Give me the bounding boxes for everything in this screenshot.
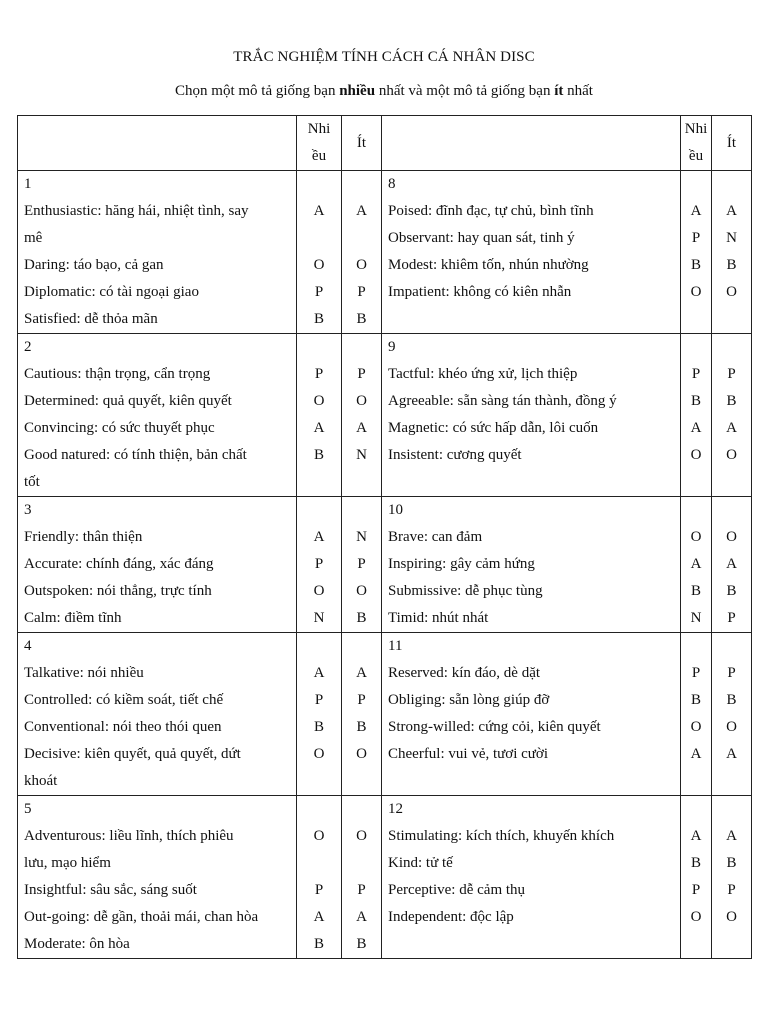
- question-12-least-options: [712, 796, 752, 959]
- least-option[interactable]: O: [726, 284, 737, 300]
- most-option[interactable]: O: [690, 909, 702, 925]
- least-option[interactable]: P: [357, 556, 366, 572]
- least-option[interactable]: P: [357, 284, 366, 300]
- most-option[interactable]: B: [690, 583, 701, 599]
- header-least-right: Ít: [712, 116, 752, 171]
- question-row: [18, 334, 752, 497]
- descriptor-line: Impatient: không có kiên nhẫn: [388, 284, 572, 300]
- least-option[interactable]: O: [356, 828, 367, 844]
- least-option[interactable]: P: [727, 882, 736, 898]
- question-8-most-options: [681, 171, 712, 334]
- question-4-most-options: [297, 633, 342, 796]
- question-number: 3: [24, 502, 32, 518]
- question-4-descriptions: [18, 633, 297, 796]
- question-1-most-options: [297, 171, 342, 334]
- question-row: [18, 633, 752, 796]
- most-option[interactable]: B: [313, 447, 324, 463]
- most-option[interactable]: P: [691, 366, 701, 382]
- most-option[interactable]: A: [690, 203, 702, 219]
- most-option[interactable]: P: [691, 665, 701, 681]
- question-3-descriptions: [18, 497, 297, 633]
- question-number: 5: [24, 801, 32, 817]
- least-option[interactable]: B: [726, 692, 737, 708]
- descriptor-line: Insistent: cương quyết: [388, 447, 522, 463]
- descriptor-line: Observant: hay quan sát, tinh ý: [388, 230, 575, 246]
- question-11-least-options: [712, 633, 752, 796]
- descriptor-line: Friendly: thân thiện: [24, 529, 143, 545]
- descriptor-line: Daring: táo bạo, cả gan: [24, 257, 164, 273]
- least-option[interactable]: B: [726, 855, 737, 871]
- question-number: 10: [388, 502, 403, 518]
- least-option[interactable]: P: [727, 366, 736, 382]
- most-option[interactable]: O: [313, 257, 325, 273]
- descriptor-line: Enthusiastic: hăng hái, nhiệt tình, say: [24, 203, 249, 219]
- least-option[interactable]: O: [356, 583, 367, 599]
- question-number: 11: [388, 638, 403, 654]
- descriptor-line: Convincing: có sức thuyết phục: [24, 420, 215, 436]
- instructions-post: nhất: [563, 83, 593, 99]
- question-10-descriptions: [382, 497, 681, 633]
- most-option[interactable]: B: [690, 855, 701, 871]
- groups-body: [18, 171, 752, 959]
- least-option[interactable]: O: [356, 257, 367, 273]
- header-most-right: Nhi ều: [681, 116, 712, 171]
- descriptor-line: Modest: khiêm tốn, nhún nhường: [388, 257, 589, 273]
- descriptor-line: Reserved: kín đáo, dè dặt: [388, 665, 541, 681]
- descriptor-line: Magnetic: có sức hấp dẫn, lôi cuốn: [388, 420, 599, 436]
- instructions: [0, 83, 768, 100]
- instructions-most: nhiều: [339, 83, 376, 99]
- most-option[interactable]: A: [313, 529, 325, 545]
- least-option[interactable]: A: [356, 665, 367, 681]
- descriptor-line: Talkative: nói nhiều: [24, 665, 144, 681]
- least-option[interactable]: B: [356, 311, 367, 327]
- most-option[interactable]: A: [690, 556, 702, 572]
- most-option[interactable]: O: [690, 284, 702, 300]
- least-option[interactable]: P: [727, 610, 736, 626]
- least-option[interactable]: O: [356, 746, 367, 762]
- least-option[interactable]: P: [357, 692, 366, 708]
- descriptor-line: tốt: [24, 474, 40, 490]
- most-option[interactable]: O: [690, 529, 702, 545]
- descriptor-line: Out-going: dễ gần, thoải mái, chan hòa: [24, 909, 259, 925]
- least-option[interactable]: N: [356, 447, 367, 463]
- question-number: 2: [24, 339, 32, 355]
- least-option[interactable]: A: [356, 909, 367, 925]
- most-option[interactable]: A: [313, 909, 325, 925]
- least-option[interactable]: B: [726, 257, 737, 273]
- most-option[interactable]: N: [313, 610, 325, 626]
- descriptor-line: khoát: [24, 773, 58, 789]
- most-option[interactable]: B: [690, 257, 701, 273]
- descriptor-line: Cheerful: vui vẻ, tươi cười: [388, 746, 549, 762]
- instructions-mid: nhất và một mô tả giống bạn: [375, 83, 555, 99]
- descriptor-line: Insightful: sâu sắc, sáng suốt: [24, 882, 197, 898]
- descriptor-line: Brave: can đảm: [388, 529, 483, 545]
- descriptor-line: Calm: điềm tĩnh: [24, 610, 122, 626]
- most-option[interactable]: O: [313, 393, 325, 409]
- question-5-least-options: [342, 796, 382, 959]
- least-option[interactable]: O: [726, 909, 737, 925]
- least-option[interactable]: N: [726, 230, 737, 246]
- most-option[interactable]: P: [314, 556, 324, 572]
- most-option[interactable]: A: [313, 665, 325, 681]
- descriptor-line: Satisfied: dễ thỏa mãn: [24, 311, 158, 327]
- header-blank-left: [18, 116, 297, 171]
- descriptor-line: Accurate: chính đáng, xác đáng: [24, 556, 214, 572]
- most-option[interactable]: O: [313, 583, 325, 599]
- most-option[interactable]: P: [691, 230, 701, 246]
- header-blank-right: [382, 116, 681, 171]
- least-option[interactable]: O: [726, 529, 737, 545]
- question-row: [18, 171, 752, 334]
- most-option[interactable]: O: [690, 719, 702, 735]
- least-option[interactable]: P: [357, 882, 366, 898]
- descriptor-line: Diplomatic: có tài ngoại giao: [24, 284, 199, 300]
- question-11-descriptions: [382, 633, 681, 796]
- question-10-most-options: [681, 497, 712, 633]
- least-option[interactable]: A: [356, 420, 367, 436]
- descriptor-line: Controlled: có kiềm soát, tiết chế: [24, 692, 224, 708]
- descriptor-line: Adventurous: liều lĩnh, thích phiêu: [24, 828, 234, 844]
- descriptor-line: Outspoken: nói thẳng, trực tính: [24, 583, 212, 599]
- descriptor-line: Good natured: có tính thiện, bản chất: [24, 447, 247, 463]
- descriptor-line: Kind: tử tế: [388, 855, 453, 871]
- least-option[interactable]: B: [356, 719, 367, 735]
- question-12-most-options: [681, 796, 712, 959]
- most-option[interactable]: B: [690, 393, 701, 409]
- least-option[interactable]: A: [356, 203, 367, 219]
- question-1-descriptions: [18, 171, 297, 334]
- most-option[interactable]: O: [690, 447, 702, 463]
- question-3-most-options: [297, 497, 342, 633]
- descriptor-line: Obliging: sẵn lòng giúp đỡ: [388, 692, 550, 708]
- table-header-row: [18, 116, 752, 171]
- descriptor-line: Cautious: thận trọng, cẩn trọng: [24, 366, 211, 382]
- question-9-most-options: [681, 334, 712, 497]
- question-4-least-options: [342, 633, 382, 796]
- question-3-least-options: [342, 497, 382, 633]
- least-option[interactable]: B: [356, 610, 367, 626]
- least-option[interactable]: B: [726, 393, 737, 409]
- descriptor-line: Decisive: kiên quyết, quả quyết, dứt: [24, 746, 241, 762]
- descriptor-line: Inspiring: gây cảm hứng: [388, 556, 535, 572]
- most-option[interactable]: B: [313, 936, 324, 952]
- descriptor-line: Moderate: ôn hòa: [24, 936, 130, 952]
- most-option[interactable]: B: [690, 692, 701, 708]
- most-option[interactable]: P: [314, 882, 324, 898]
- most-option[interactable]: A: [313, 203, 325, 219]
- question-number: 12: [388, 801, 403, 817]
- most-option[interactable]: A: [690, 746, 702, 762]
- question-8-least-options: [712, 171, 752, 334]
- descriptor-line: Submissive: dễ phục tùng: [388, 583, 543, 599]
- least-option[interactable]: O: [356, 393, 367, 409]
- question-2-least-options: [342, 334, 382, 497]
- question-8-descriptions: [382, 171, 681, 334]
- descriptor-line: Stimulating: kích thích, khuyến khích: [388, 828, 615, 844]
- most-option[interactable]: O: [313, 746, 325, 762]
- descriptor-line: Conventional: nói theo thói quen: [24, 719, 222, 735]
- question-row: [18, 497, 752, 633]
- question-12-descriptions: [382, 796, 681, 959]
- descriptor-line: Timid: nhút nhát: [388, 610, 489, 626]
- instructions-pre: Chọn một mô tả giống bạn: [175, 83, 340, 99]
- most-option[interactable]: A: [690, 828, 702, 844]
- descriptor-line: Determined: quả quyết, kiên quyết: [24, 393, 232, 409]
- descriptor-line: Perceptive: dễ cảm thụ: [388, 882, 526, 898]
- most-option[interactable]: P: [314, 692, 324, 708]
- question-5-most-options: [297, 796, 342, 959]
- descriptor-line: mê: [24, 230, 43, 246]
- least-option[interactable]: P: [727, 665, 736, 681]
- most-option[interactable]: N: [690, 610, 702, 626]
- question-1-least-options: [342, 171, 382, 334]
- least-option[interactable]: B: [356, 936, 367, 952]
- question-10-least-options: [712, 497, 752, 633]
- question-number: 4: [24, 638, 32, 654]
- least-option[interactable]: P: [357, 366, 366, 382]
- least-option[interactable]: O: [726, 719, 737, 735]
- descriptor-line: Strong-willed: cứng cỏi, kiên quyết: [388, 719, 601, 735]
- question-9-descriptions: [382, 334, 681, 497]
- least-option[interactable]: N: [356, 529, 367, 545]
- least-option[interactable]: B: [726, 583, 737, 599]
- disc-table: [17, 115, 752, 959]
- most-option[interactable]: A: [690, 420, 702, 436]
- descriptor-line: Tactful: khéo ứng xử, lịch thiệp: [388, 366, 578, 382]
- least-option[interactable]: A: [726, 828, 737, 844]
- least-option[interactable]: A: [726, 746, 737, 762]
- header-most-left: Nhi ều: [297, 116, 342, 171]
- least-option[interactable]: A: [726, 556, 737, 572]
- question-row: [18, 796, 752, 959]
- least-option[interactable]: A: [726, 420, 737, 436]
- most-option[interactable]: B: [313, 311, 324, 327]
- question-11-most-options: [681, 633, 712, 796]
- least-option[interactable]: O: [726, 447, 737, 463]
- descriptor-line: Agreeable: sẵn sàng tán thành, đồng ý: [388, 393, 617, 409]
- descriptor-line: lưu, mạo hiểm: [24, 855, 111, 871]
- header-least-left: Ít: [342, 116, 382, 171]
- question-number: 9: [388, 339, 396, 355]
- instructions-least: ít: [554, 83, 564, 99]
- question-9-least-options: [712, 334, 752, 497]
- most-option[interactable]: B: [313, 719, 324, 735]
- question-2-most-options: [297, 334, 342, 497]
- question-number: 8: [388, 176, 396, 192]
- descriptor-line: Independent: độc lập: [388, 909, 514, 925]
- page-title: TRẮC NGHIỆM TÍNH CÁCH CÁ NHÂN DISC: [233, 49, 535, 65]
- most-option[interactable]: O: [313, 828, 325, 844]
- least-option[interactable]: A: [726, 203, 737, 219]
- question-number: 1: [24, 176, 32, 192]
- descriptor-line: Poised: đĩnh đạc, tự chủ, bình tĩnh: [388, 203, 594, 219]
- most-option[interactable]: P: [691, 882, 701, 898]
- most-option[interactable]: P: [314, 366, 324, 382]
- most-option[interactable]: P: [314, 284, 324, 300]
- question-5-descriptions: [18, 796, 297, 959]
- question-2-descriptions: [18, 334, 297, 497]
- most-option[interactable]: A: [313, 420, 325, 436]
